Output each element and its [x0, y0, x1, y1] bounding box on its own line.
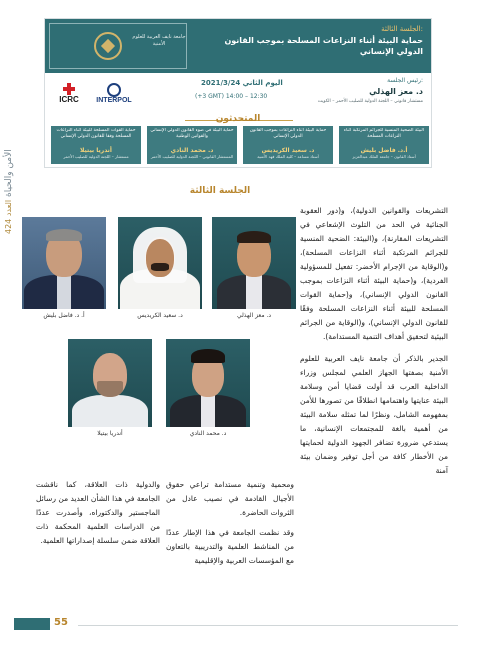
journal-side-label: [4, 150, 18, 240]
body-column-middle: [166, 478, 294, 568]
photo-caption: أ. د. فاضل بليش: [43, 312, 85, 319]
speaker-topic: حماية البيئة أثناء النزاعات بموجب القانون الدولي الإنساني: [249, 128, 327, 139]
globe-icon: [107, 83, 121, 97]
journal-name: الأمن والحياة: [4, 149, 14, 198]
page-number: 55: [54, 617, 68, 628]
body-column-right: [300, 204, 448, 478]
photo-caption: أندريا بيتيلا: [97, 430, 123, 437]
photo-caption: د. محمد النادي: [189, 430, 227, 437]
university-logo-box: [49, 23, 187, 69]
speakers-title: المتحدثون: [215, 114, 261, 124]
section-heading: الجلسة الثالثة: [189, 186, 251, 196]
speaker-card: [339, 126, 429, 164]
red-cross-icon: [63, 83, 75, 95]
university-name: جامعة نايف العربية للعلوم الأمنية: [132, 34, 186, 47]
speaker-cards: [49, 126, 429, 164]
speaker-topic: البيئة الضحية المنسية للجرائم المرتكبة أثناء النزاعات المسلحة: [343, 128, 425, 139]
speaker-photo: [212, 217, 296, 309]
paragraph: وقد نظمت الجامعة في هذا الإطار عددًا من المناشط العلمية والتدريبية بالتعاون مع المؤسسات العربية والإقليمية: [166, 528, 294, 565]
session-label: الجلسة الثالثة:: [381, 25, 423, 33]
university-emblem-icon: [94, 32, 122, 60]
speaker-topic: حماية القوات المسلحة للبيئة أثناء النزاعات المسلحة وفقا للقانون الدولي الإنساني: [56, 128, 136, 139]
speaker-card: [51, 126, 141, 164]
paragraph: والدولية ذات العلاقة، كما ناقشت الجامعة في هذا الشأن العديد من رسائل الماجستير والدكتوراه، وأصدرت عددًا من الدراسات العلمية المحكمة ذات العلاقة ضمن سلسلة إصداراتها العلمية.: [36, 480, 160, 545]
speaker-affiliation: مستشار – اللجنة الدولية للصليب الأحمر: [63, 154, 129, 159]
chair-role: مستشار قانوني – اللجنة الدولية للصليب الأحمر – الكويت: [317, 99, 423, 104]
footer-divider: [78, 625, 458, 626]
speaker-affiliation: أستاذ مساعد – كلية الملك فهد الأمنية: [257, 154, 319, 159]
speaker-photo: [166, 339, 250, 427]
session-title: حماية البيئة أثناء النزاعات المسلحة بموجب القانون الدولي الإنساني: [224, 36, 423, 56]
issue-number: العدد 424: [4, 199, 13, 234]
paragraph: التشريعات والقوانين الدولية)، و(دور العقوبة الجنائية في الحد من التلوث الإشعاعي في التشريعات المقارنة)، و(البيئة: الضحية المنسية للجرائم المرتكبة أثناء النزاعات المسلحة)، و(الوقاية من الإجرام الأخضر: تفعيل للمسؤولية الفردية)، و(حماية البيئة أثناء النزاعات بموجب القانون الدولي الإنساني)، و(حماية القوات المسلحة للبيئة أثناء النزاعات المسلحة وفقًا للقانون الدولي الإنساني)، و(الوقاية من الجرائم البيئية لتحقيق أهداف التنمية المستدامة).: [300, 206, 448, 341]
session-banner: [44, 18, 432, 168]
session-time: (+3 GMT) 14:00 – 12:30: [195, 93, 268, 100]
speaker-card: [147, 126, 237, 164]
body-column-left: [36, 478, 160, 548]
speaker-card: [243, 126, 333, 164]
photo-caption: د. معز الهذلي: [236, 312, 272, 319]
paragraph: ومحمية وتنمية مستدامة تراعي حقوق الأجيال القادمة في نصيب عادل من الثروات الحاضرة.: [166, 480, 294, 517]
speaker-photo: [22, 217, 106, 309]
icrc-logo-text: ICRC: [59, 95, 79, 104]
speaker-name: د. محمد النادي: [170, 147, 214, 154]
speaker-name: د. سعيد الكريديس: [261, 147, 315, 154]
chair-label: رئيس الجلسة:: [387, 77, 423, 84]
speaker-photo: [68, 339, 152, 427]
photo-caption: د. سعيد الكريديس: [137, 312, 183, 319]
speaker-photo: [118, 217, 202, 309]
speaker-name: أ.د. فاضل بليش: [360, 147, 408, 154]
session-date: اليوم الثاني 2021/3/24: [201, 79, 283, 87]
banner-header: [45, 19, 431, 73]
icrc-logo: [49, 83, 89, 111]
paragraph: الجدير بالذكر أن جامعة نايف العربية للعلوم الأمنية بصفتها الجهاز العلمي لمجلس وزراء الداخلية العرب قد أولت قضايا أمن وسلامة البيئة عنايتها واهتمامها انطلاقًا من تصورها للأمن بمفهومه الشامل، ونظرًا لما تمثله سلامة البيئة من أهمية بالغة للمجتمعات الإنسانية، ما يستدعي ضرورة تضافر الجهود الدولية لحمايتها من الأخطار كافة من أجل توفير وضمان بيئة آمنة: [300, 354, 448, 475]
chair-name: د. معز الهذلي: [369, 87, 423, 96]
interpol-logo: [91, 83, 137, 111]
footer-accent-bar: [14, 618, 50, 630]
speaker-topic: حماية البيئة في ضوء القانون الدولي الإنساني والقوانين الوطنية: [150, 128, 234, 139]
speaker-name: أندريا بيتيلا: [80, 147, 112, 154]
speaker-affiliation: أستاذ القانون – جامعة الملك عبدالعزيز: [352, 154, 416, 159]
speaker-affiliation: المستشار القانوني – اللجنة الدولية للصليب الأحمر: [150, 154, 234, 159]
interpol-logo-text: INTERPOL: [96, 97, 132, 104]
